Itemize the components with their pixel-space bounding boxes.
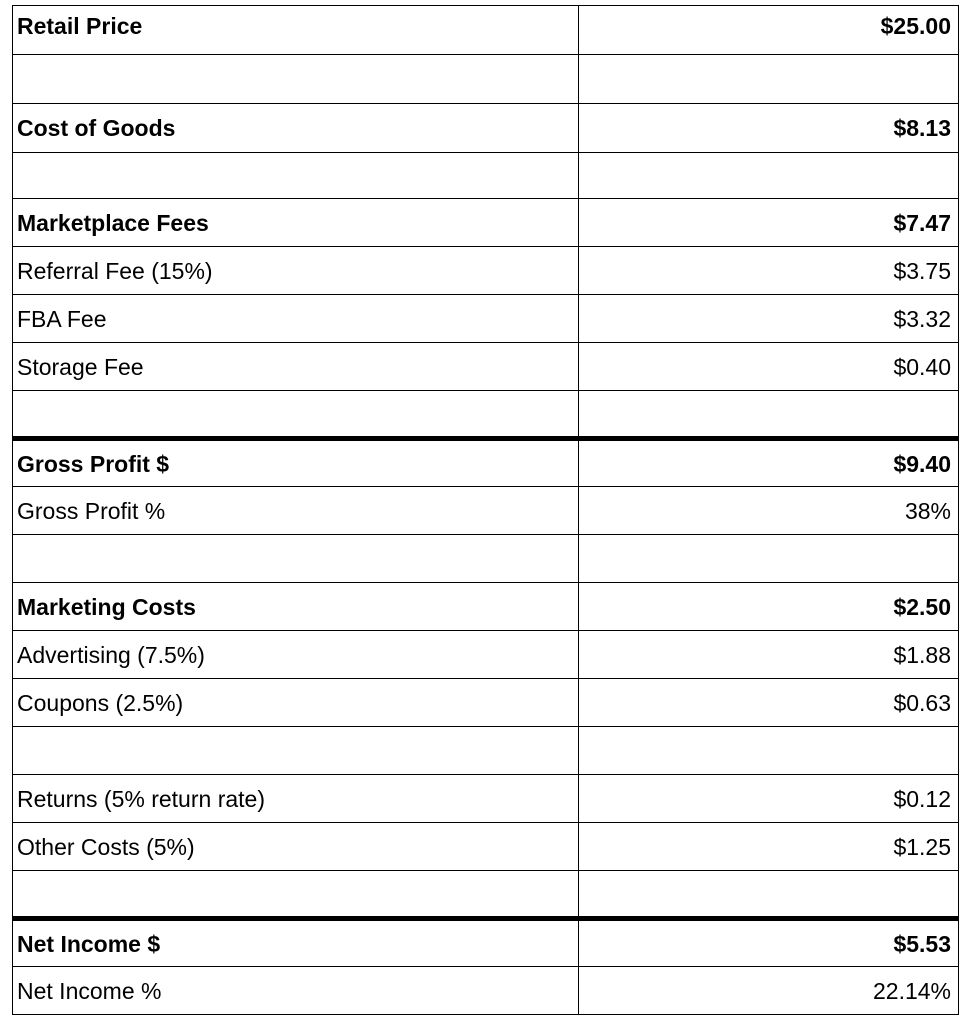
row-value[interactable]: $5.53	[579, 919, 959, 967]
row-value[interactable]	[579, 153, 959, 199]
table-row-referral-fee	[13, 247, 959, 295]
row-label[interactable]	[13, 391, 579, 439]
row-value[interactable]: $0.63	[579, 679, 959, 727]
row-value[interactable]: $8.13	[579, 104, 959, 153]
row-label[interactable]	[13, 727, 579, 775]
row-label[interactable]	[13, 153, 579, 199]
row-value[interactable]	[579, 55, 959, 104]
table-row-coupons	[13, 679, 959, 727]
row-value[interactable]	[579, 871, 959, 919]
row-label[interactable]: Storage Fee	[13, 343, 579, 391]
row-label[interactable]: Retail Price	[13, 6, 579, 55]
table-row-net-income-dollars	[13, 919, 959, 967]
row-value[interactable]: $9.40	[579, 439, 959, 487]
table-row-cost-of-goods	[13, 104, 959, 153]
row-label[interactable]: Gross Profit %	[13, 487, 579, 535]
row-value[interactable]: $0.40	[579, 343, 959, 391]
row-label[interactable]	[13, 535, 579, 583]
table-row-blank	[13, 153, 959, 199]
table-row-retail-price	[13, 6, 959, 55]
table-row-gross-profit-percent	[13, 487, 959, 535]
row-value[interactable]: $0.12	[579, 775, 959, 823]
table-row-marketing-costs	[13, 583, 959, 631]
row-label[interactable]: FBA Fee	[13, 295, 579, 343]
row-label[interactable]	[13, 871, 579, 919]
row-label[interactable]: Returns (5% return rate)	[13, 775, 579, 823]
table-row-blank	[13, 391, 959, 439]
table-row-net-income-percent	[13, 967, 959, 1015]
row-value[interactable]: $25.00	[579, 6, 959, 55]
row-value[interactable]: $2.50	[579, 583, 959, 631]
row-label[interactable]: Marketing Costs	[13, 583, 579, 631]
row-value[interactable]: 38%	[579, 487, 959, 535]
row-value[interactable]: 22.14%	[579, 967, 959, 1015]
profit-breakdown-table	[12, 5, 959, 1015]
row-value[interactable]: $1.25	[579, 823, 959, 871]
row-value[interactable]: $1.88	[579, 631, 959, 679]
row-label[interactable]: Cost of Goods	[13, 104, 579, 153]
row-value[interactable]: $3.75	[579, 247, 959, 295]
row-label[interactable]: Marketplace Fees	[13, 199, 579, 247]
row-label[interactable]: Advertising (7.5%)	[13, 631, 579, 679]
row-label[interactable]: Other Costs (5%)	[13, 823, 579, 871]
table-row-returns	[13, 775, 959, 823]
table-row-marketplace-fees	[13, 199, 959, 247]
row-value[interactable]	[579, 727, 959, 775]
row-label[interactable]: Referral Fee (15%)	[13, 247, 579, 295]
row-value[interactable]	[579, 535, 959, 583]
table-row-other-costs	[13, 823, 959, 871]
row-label[interactable]: Gross Profit $	[13, 439, 579, 487]
table-row-blank	[13, 871, 959, 919]
table-row-storage-fee	[13, 343, 959, 391]
row-label[interactable]: Net Income $	[13, 919, 579, 967]
table-row-advertising	[13, 631, 959, 679]
table-row-fba-fee	[13, 295, 959, 343]
table-row-blank	[13, 55, 959, 104]
row-label[interactable]	[13, 55, 579, 104]
table-row-blank	[13, 535, 959, 583]
row-value[interactable]: $7.47	[579, 199, 959, 247]
row-value[interactable]: $3.32	[579, 295, 959, 343]
row-value[interactable]	[579, 391, 959, 439]
table-row-blank	[13, 727, 959, 775]
row-label[interactable]: Net Income %	[13, 967, 579, 1015]
table-row-gross-profit-dollars	[13, 439, 959, 487]
row-label[interactable]: Coupons (2.5%)	[13, 679, 579, 727]
